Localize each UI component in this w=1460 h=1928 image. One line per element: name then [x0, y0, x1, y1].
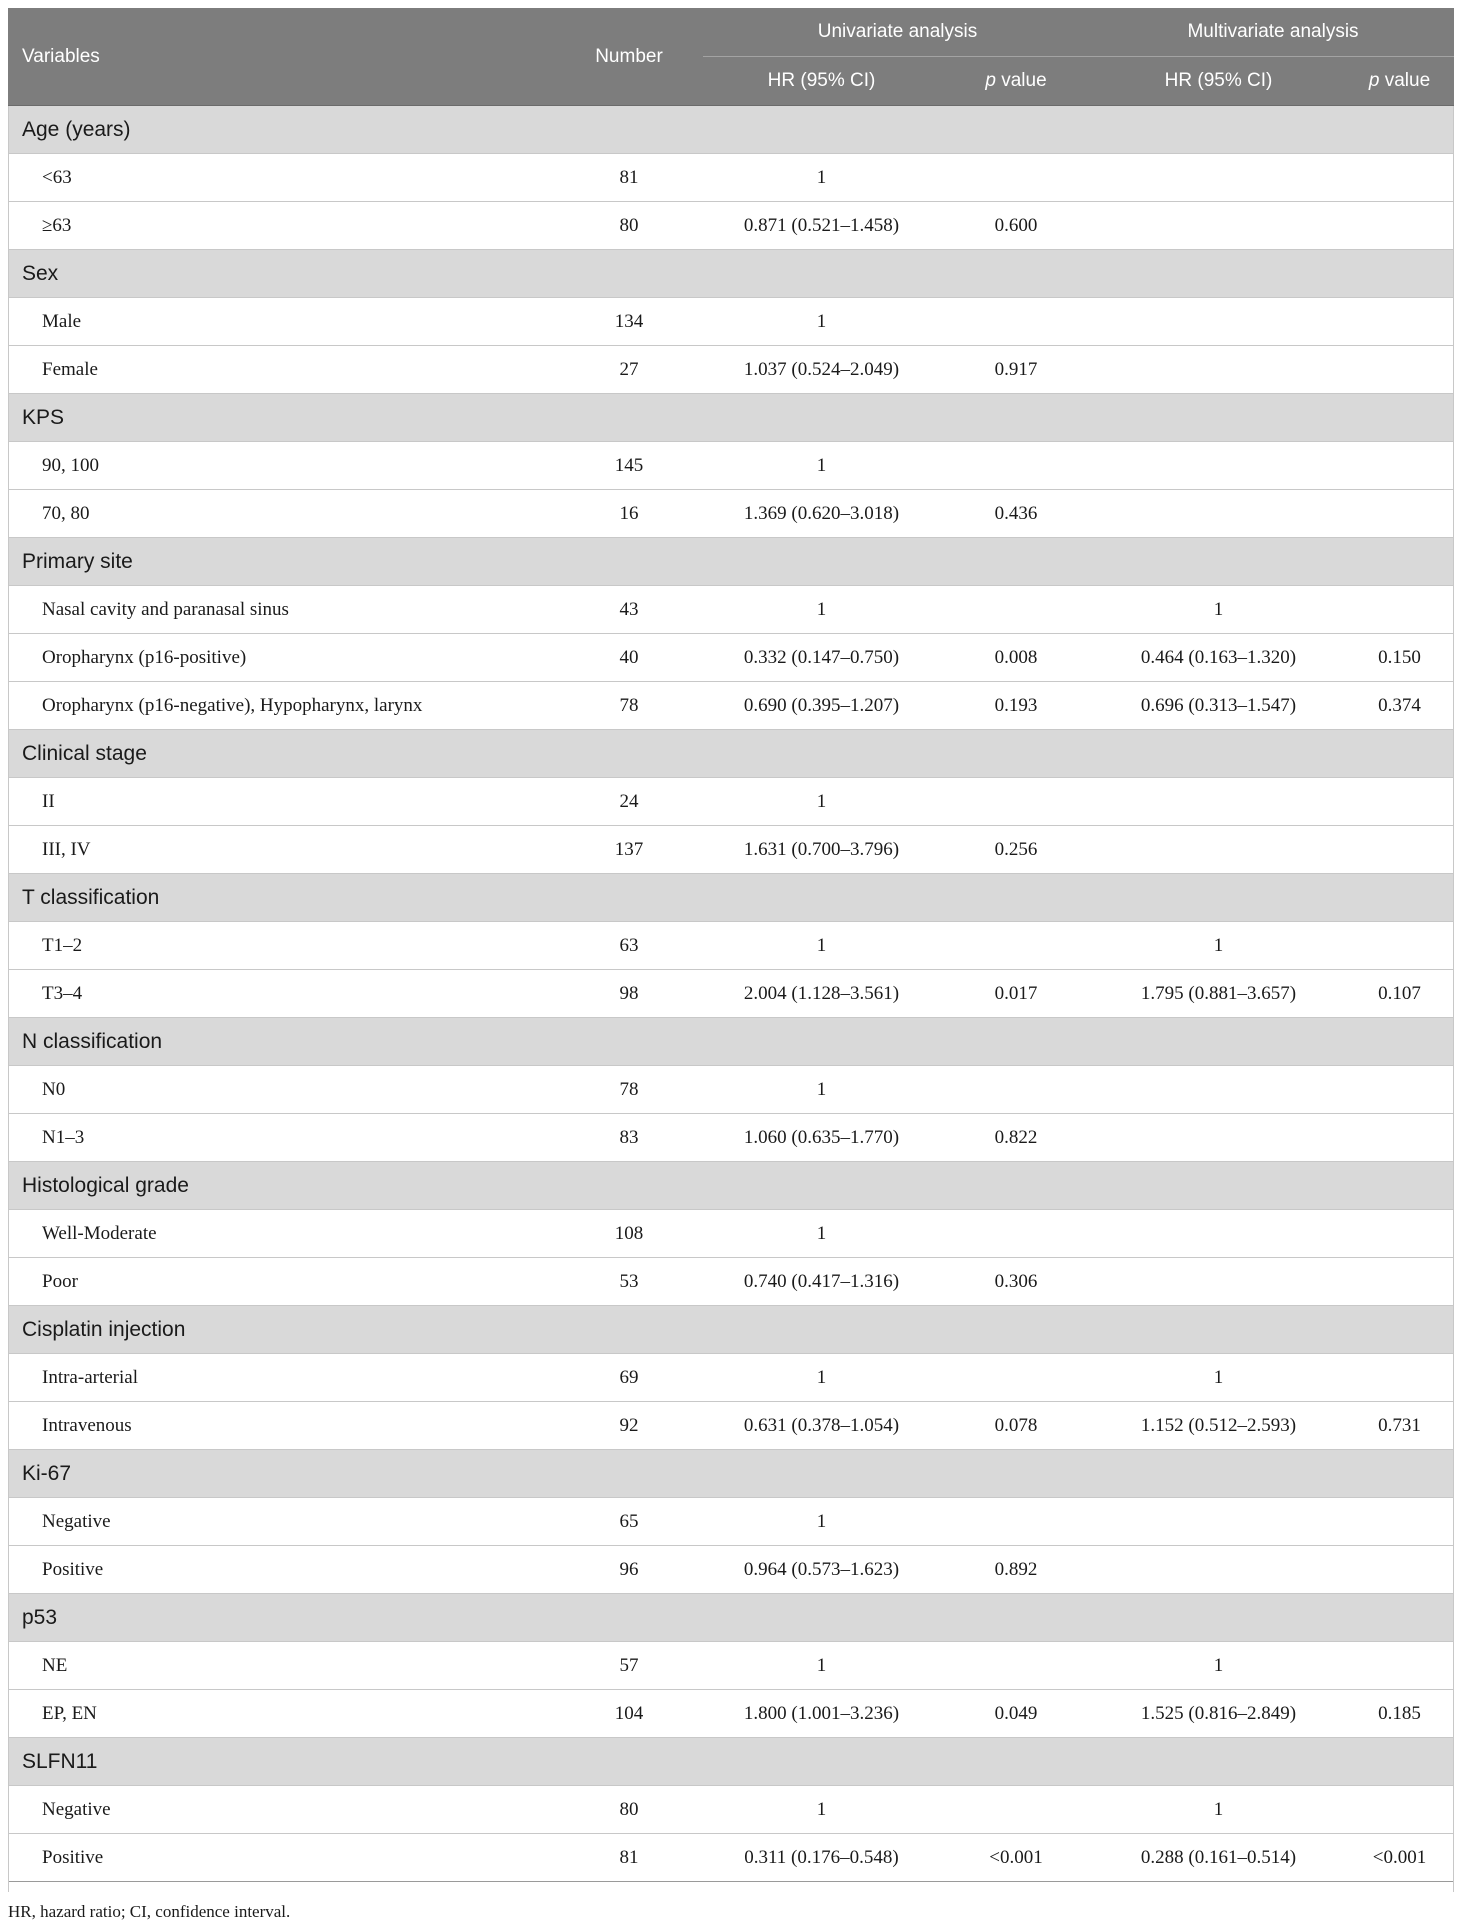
category-label: Cisplatin injection: [8, 1306, 1454, 1354]
row-label: Positive: [8, 1546, 555, 1594]
univariate-p-value: 0.917: [940, 346, 1092, 394]
multivariate-hr: [1092, 778, 1345, 826]
multivariate-p-value: [1345, 922, 1454, 970]
univariate-hr: 1: [703, 1786, 940, 1834]
table-row: [8, 442, 1454, 490]
category-label: SLFN11: [8, 1738, 1454, 1786]
multivariate-p-value: [1345, 298, 1454, 346]
univariate-p-value: 0.049: [940, 1690, 1092, 1738]
row-number: 16: [555, 490, 703, 538]
category-label: Sex: [8, 250, 1454, 298]
row-number: 98: [555, 970, 703, 1018]
multivariate-p-value: [1345, 1114, 1454, 1162]
multivariate-hr: 0.464 (0.163–1.320): [1092, 634, 1345, 682]
category-label: Primary site: [8, 538, 1454, 586]
table-row: [8, 682, 1454, 730]
univariate-p-value: <0.001: [940, 1834, 1092, 1882]
table-footnote: HR, hazard ratio; CI, confidence interval.: [8, 1902, 291, 1921]
row-number: 63: [555, 922, 703, 970]
multivariate-hr: 1: [1092, 922, 1345, 970]
univariate-p-value: 0.193: [940, 682, 1092, 730]
category-row: [8, 1738, 1454, 1786]
row-label: Well-Moderate: [8, 1210, 555, 1258]
row-number: 96: [555, 1546, 703, 1594]
table-header: [8, 8, 1454, 106]
row-label: ≥63: [8, 202, 555, 250]
multivariate-hr: [1092, 346, 1345, 394]
table-row: [8, 922, 1454, 970]
multivariate-hr: [1092, 202, 1345, 250]
table-row: [8, 1690, 1454, 1738]
univariate-p-value: 0.822: [940, 1114, 1092, 1162]
category-label: N classification: [8, 1018, 1454, 1066]
univariate-hr: 1.631 (0.700–3.796): [703, 826, 940, 874]
multivariate-hr: [1092, 1546, 1345, 1594]
category-label: Clinical stage: [8, 730, 1454, 778]
multivariate-p-value: [1345, 154, 1454, 202]
row-number: 65: [555, 1498, 703, 1546]
header-multi-p: [1345, 57, 1454, 106]
table-row: [8, 778, 1454, 826]
multivariate-p-value: [1345, 1498, 1454, 1546]
table-row: [8, 1402, 1454, 1450]
row-number: 137: [555, 826, 703, 874]
row-label: Intravenous: [8, 1402, 555, 1450]
multivariate-p-value: [1345, 1546, 1454, 1594]
header-multi-hr: HR (95% CI): [1092, 57, 1345, 106]
row-number: 92: [555, 1402, 703, 1450]
row-label: Oropharynx (p16-positive): [8, 634, 555, 682]
category-row: [8, 730, 1454, 778]
row-number: 78: [555, 1066, 703, 1114]
univariate-p-value: [940, 298, 1092, 346]
row-label: Intra-arterial: [8, 1354, 555, 1402]
multivariate-hr: 1.795 (0.881–3.657): [1092, 970, 1345, 1018]
header-uni-p: [940, 57, 1092, 106]
table-row: [8, 1258, 1454, 1306]
row-label: 90, 100: [8, 442, 555, 490]
table-row: [8, 1354, 1454, 1402]
table-row: [8, 970, 1454, 1018]
category-row: [8, 1594, 1454, 1642]
univariate-hr: 1.800 (1.001–3.236): [703, 1690, 940, 1738]
multivariate-hr: [1092, 1066, 1345, 1114]
univariate-hr: 1.037 (0.524–2.049): [703, 346, 940, 394]
row-number: 81: [555, 1834, 703, 1882]
univariate-hr: 0.311 (0.176–0.548): [703, 1834, 940, 1882]
row-label: II: [8, 778, 555, 826]
row-number: 134: [555, 298, 703, 346]
univariate-p-value: 0.892: [940, 1546, 1092, 1594]
multivariate-p-value: [1345, 346, 1454, 394]
univariate-hr: 1.060 (0.635–1.770): [703, 1114, 940, 1162]
multivariate-p-value: [1345, 1354, 1454, 1402]
multivariate-hr: [1092, 298, 1345, 346]
multivariate-hr: [1092, 1498, 1345, 1546]
row-number: 43: [555, 586, 703, 634]
univariate-p-value: [940, 1786, 1092, 1834]
header-number: Number: [555, 8, 703, 106]
hazard-ratio-table: [8, 8, 1454, 1882]
table-row: [8, 634, 1454, 682]
row-number: 104: [555, 1690, 703, 1738]
row-label: T3–4: [8, 970, 555, 1018]
category-row: [8, 394, 1454, 442]
multivariate-p-value: [1345, 826, 1454, 874]
multivariate-p-value: 0.731: [1345, 1402, 1454, 1450]
row-label: Female: [8, 346, 555, 394]
multivariate-hr: [1092, 490, 1345, 538]
table-row: [8, 1114, 1454, 1162]
header-variables: Variables: [8, 8, 555, 106]
multivariate-p-value: [1345, 442, 1454, 490]
univariate-p-value: 0.008: [940, 634, 1092, 682]
univariate-hr: 0.690 (0.395–1.207): [703, 682, 940, 730]
univariate-p-value: 0.436: [940, 490, 1092, 538]
multivariate-hr: 0.288 (0.161–0.514): [1092, 1834, 1345, 1882]
univariate-p-value: [940, 1498, 1092, 1546]
univariate-hr: 0.871 (0.521–1.458): [703, 202, 940, 250]
row-label: EP, EN: [8, 1690, 555, 1738]
table-row: [8, 1546, 1454, 1594]
multivariate-hr: 1: [1092, 1642, 1345, 1690]
multivariate-p-value: 0.150: [1345, 634, 1454, 682]
row-number: 53: [555, 1258, 703, 1306]
category-label: Ki-67: [8, 1450, 1454, 1498]
multivariate-p-value: [1345, 1642, 1454, 1690]
table-body: [8, 106, 1454, 1882]
univariate-p-value: 0.017: [940, 970, 1092, 1018]
univariate-hr: 1: [703, 1498, 940, 1546]
multivariate-p-value: [1345, 202, 1454, 250]
table-row: [8, 202, 1454, 250]
multivariate-p-value: [1345, 1258, 1454, 1306]
univariate-p-value: [940, 1066, 1092, 1114]
univariate-hr: 1: [703, 1210, 940, 1258]
multivariate-p-value: 0.107: [1345, 970, 1454, 1018]
univariate-p-value: [940, 922, 1092, 970]
row-label: N0: [8, 1066, 555, 1114]
multivariate-p-value: [1345, 1786, 1454, 1834]
univariate-hr: 1: [703, 1354, 940, 1402]
univariate-hr: 0.332 (0.147–0.750): [703, 634, 940, 682]
multivariate-p-value: [1345, 1066, 1454, 1114]
row-label: T1–2: [8, 922, 555, 970]
row-label: III, IV: [8, 826, 555, 874]
multivariate-p-value: <0.001: [1345, 1834, 1454, 1882]
row-number: 78: [555, 682, 703, 730]
table-row: [8, 1066, 1454, 1114]
multivariate-p-value: [1345, 778, 1454, 826]
table-right-border: [1453, 106, 1454, 1892]
category-row: [8, 1162, 1454, 1210]
multivariate-hr: [1092, 1210, 1345, 1258]
row-number: 81: [555, 154, 703, 202]
multivariate-p-value: [1345, 490, 1454, 538]
row-label: Negative: [8, 1498, 555, 1546]
row-label: Positive: [8, 1834, 555, 1882]
row-number: 80: [555, 1786, 703, 1834]
univariate-hr: 1: [703, 1642, 940, 1690]
row-label: NE: [8, 1642, 555, 1690]
univariate-p-value: [940, 586, 1092, 634]
p-suffix: value: [995, 70, 1047, 91]
univariate-hr: 1: [703, 1066, 940, 1114]
category-row: [8, 1450, 1454, 1498]
univariate-p-value: [940, 778, 1092, 826]
row-label: Poor: [8, 1258, 555, 1306]
header-univariate: Univariate analysis: [703, 8, 1092, 57]
univariate-hr: 1: [703, 298, 940, 346]
row-number: 80: [555, 202, 703, 250]
row-label: 70, 80: [8, 490, 555, 538]
p-suffix: value: [1379, 70, 1431, 91]
row-number: 24: [555, 778, 703, 826]
table-row: [8, 1642, 1454, 1690]
p-symbol: p: [1368, 70, 1380, 91]
multivariate-hr: [1092, 1114, 1345, 1162]
row-number: 83: [555, 1114, 703, 1162]
univariate-p-value: [940, 154, 1092, 202]
multivariate-hr: 1: [1092, 586, 1345, 634]
multivariate-p-value: 0.185: [1345, 1690, 1454, 1738]
category-label: Age (years): [8, 106, 1454, 154]
univariate-p-value: [940, 1354, 1092, 1402]
univariate-hr: 0.740 (0.417–1.316): [703, 1258, 940, 1306]
table-row: [8, 1498, 1454, 1546]
row-label: Negative: [8, 1786, 555, 1834]
results-table-container: [8, 8, 1454, 1882]
row-label: Nasal cavity and paranasal sinus: [8, 586, 555, 634]
row-number: 108: [555, 1210, 703, 1258]
table-row: [8, 154, 1454, 202]
row-label: Oropharynx (p16-negative), Hypopharynx, larynx: [8, 682, 555, 730]
table-row: [8, 586, 1454, 634]
row-number: 27: [555, 346, 703, 394]
univariate-hr: 2.004 (1.128–3.561): [703, 970, 940, 1018]
table-row: [8, 1834, 1454, 1882]
univariate-p-value: [940, 442, 1092, 490]
univariate-p-value: [940, 1642, 1092, 1690]
category-row: [8, 106, 1454, 154]
multivariate-hr: [1092, 826, 1345, 874]
table-row: [8, 346, 1454, 394]
header-uni-hr: HR (95% CI): [703, 57, 940, 106]
multivariate-hr: 1: [1092, 1354, 1345, 1402]
row-number: 57: [555, 1642, 703, 1690]
univariate-p-value: 0.600: [940, 202, 1092, 250]
row-label: N1–3: [8, 1114, 555, 1162]
row-number: 69: [555, 1354, 703, 1402]
category-label: KPS: [8, 394, 1454, 442]
row-label: Male: [8, 298, 555, 346]
table-row: [8, 298, 1454, 346]
multivariate-p-value: [1345, 586, 1454, 634]
category-row: [8, 1306, 1454, 1354]
univariate-hr: 1: [703, 586, 940, 634]
univariate-hr: 1: [703, 778, 940, 826]
univariate-p-value: [940, 1210, 1092, 1258]
table-left-border: [8, 106, 9, 1892]
category-label: p53: [8, 1594, 1454, 1642]
row-label: <63: [8, 154, 555, 202]
table-row: [8, 1210, 1454, 1258]
row-number: 145: [555, 442, 703, 490]
univariate-hr: 1: [703, 154, 940, 202]
multivariate-p-value: 0.374: [1345, 682, 1454, 730]
row-number: 40: [555, 634, 703, 682]
univariate-hr: 1: [703, 442, 940, 490]
univariate-hr: 1.369 (0.620–3.018): [703, 490, 940, 538]
category-row: [8, 874, 1454, 922]
category-row: [8, 538, 1454, 586]
category-label: T classification: [8, 874, 1454, 922]
multivariate-hr: 1: [1092, 1786, 1345, 1834]
table-row: [8, 826, 1454, 874]
multivariate-p-value: [1345, 1210, 1454, 1258]
multivariate-hr: 1.152 (0.512–2.593): [1092, 1402, 1345, 1450]
univariate-p-value: 0.078: [940, 1402, 1092, 1450]
table-row: [8, 490, 1454, 538]
multivariate-hr: [1092, 154, 1345, 202]
p-symbol: p: [985, 70, 996, 91]
univariate-p-value: 0.256: [940, 826, 1092, 874]
multivariate-hr: 0.696 (0.313–1.547): [1092, 682, 1345, 730]
table-row: [8, 1786, 1454, 1834]
category-row: [8, 1018, 1454, 1066]
multivariate-hr: 1.525 (0.816–2.849): [1092, 1690, 1345, 1738]
header-multivariate: Multivariate analysis: [1092, 8, 1454, 57]
multivariate-hr: [1092, 1258, 1345, 1306]
category-label: Histological grade: [8, 1162, 1454, 1210]
univariate-p-value: 0.306: [940, 1258, 1092, 1306]
category-row: [8, 250, 1454, 298]
univariate-hr: 0.964 (0.573–1.623): [703, 1546, 940, 1594]
multivariate-hr: [1092, 442, 1345, 490]
univariate-hr: 0.631 (0.378–1.054): [703, 1402, 940, 1450]
univariate-hr: 1: [703, 922, 940, 970]
